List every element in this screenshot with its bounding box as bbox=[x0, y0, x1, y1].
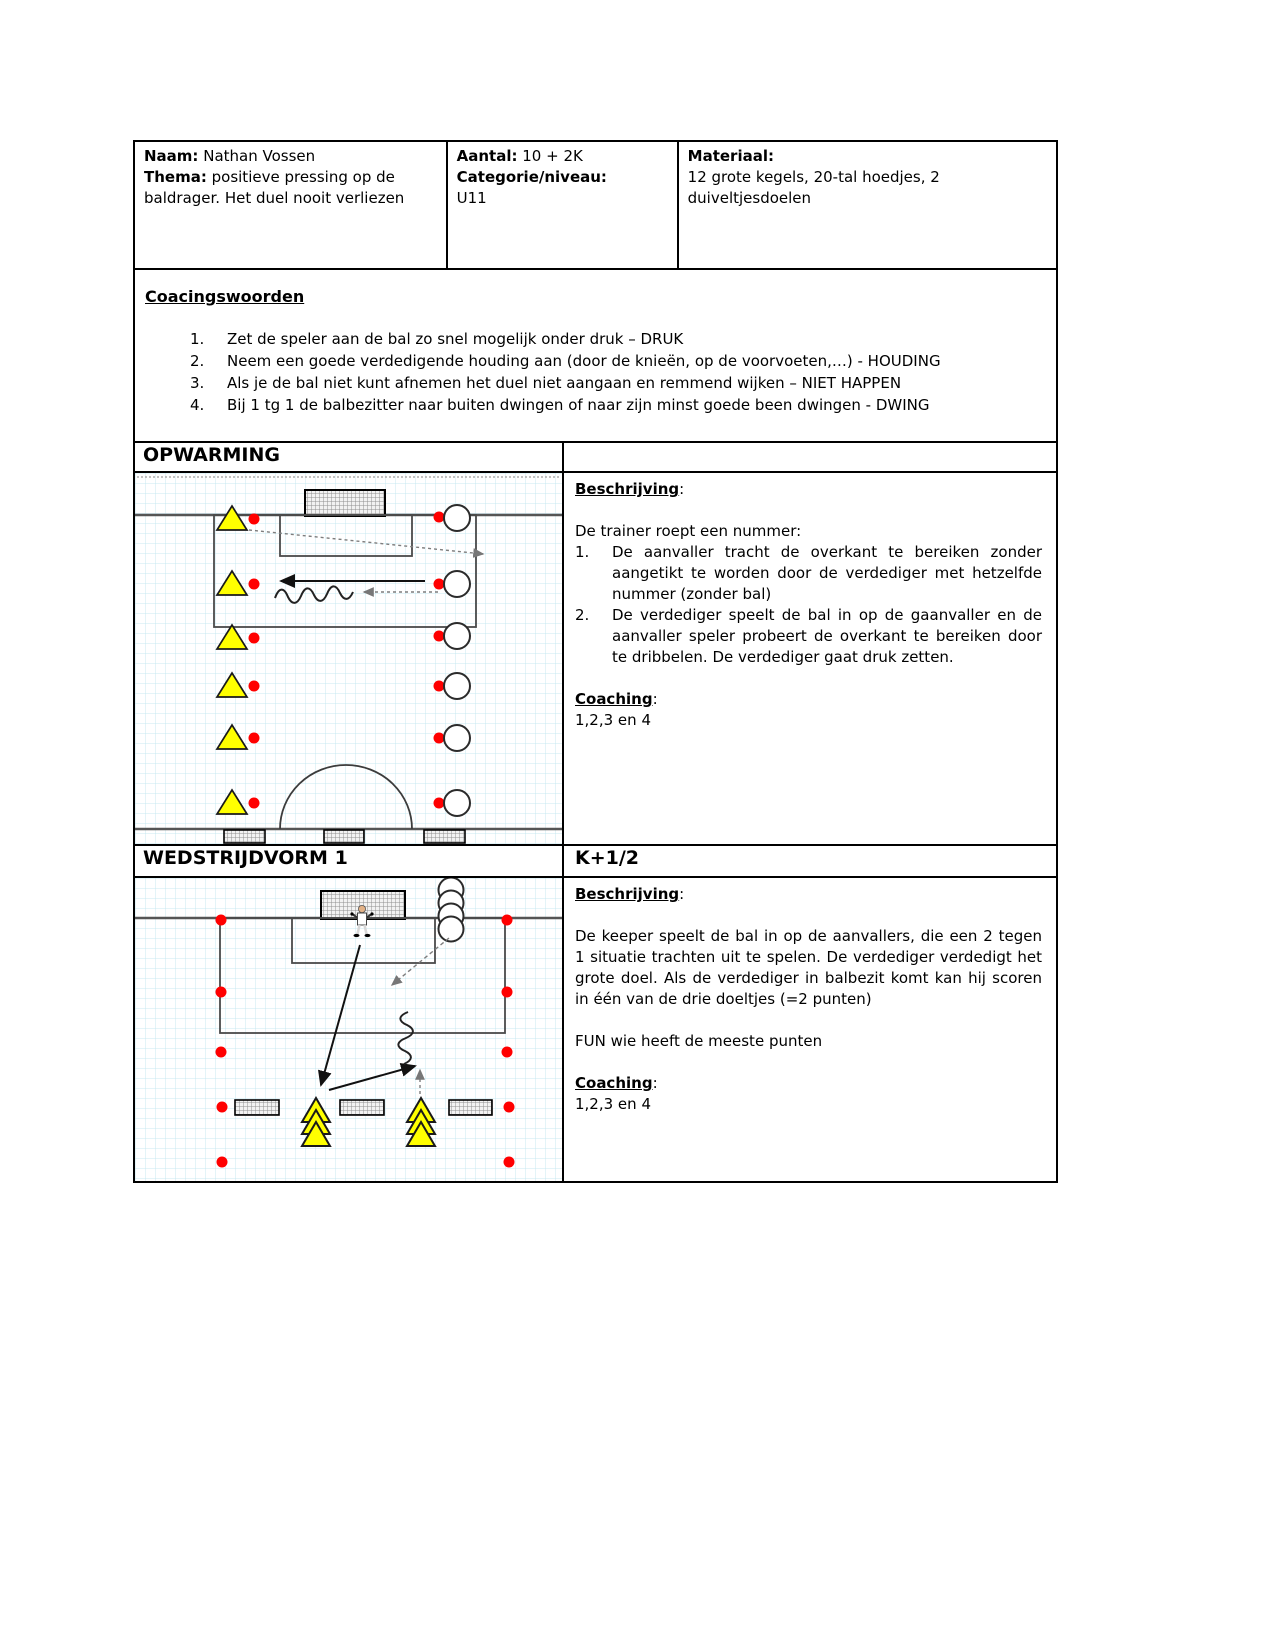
coachingwords-box bbox=[133, 268, 1058, 443]
coaching-heading: Coaching: bbox=[575, 1074, 658, 1092]
marker-dot bbox=[217, 1102, 228, 1113]
wedstrijdvorm-field-diagram bbox=[135, 878, 564, 1181]
list-item-text: Zet de speler aan de bal zo snel mogelijk onder druk – DRUK bbox=[227, 330, 684, 348]
opwarming-section bbox=[133, 441, 1058, 846]
marker-dot bbox=[249, 681, 260, 692]
marker-dot bbox=[434, 798, 445, 809]
info-cell-materiaal bbox=[677, 142, 1056, 268]
list-item-text: Bij 1 tg 1 de balbezitter naar buiten dwingen of naar zijn minst goede been dwingen - DWING bbox=[227, 396, 930, 414]
marker-dot bbox=[216, 915, 227, 926]
categorie-value: U11 bbox=[456, 189, 487, 207]
ball-circle bbox=[439, 917, 464, 942]
aantal-label: Aantal: bbox=[456, 147, 518, 165]
list-item-text: Als je de bal niet kunt afnemen het duel niet aangaan en remmend wijken – NIET HAPPEN bbox=[227, 374, 902, 392]
marker-dot bbox=[502, 915, 513, 926]
gate bbox=[449, 1100, 492, 1115]
opwarming-step bbox=[575, 605, 1042, 668]
graph-paper-grid bbox=[135, 878, 562, 1181]
marker-dot bbox=[434, 733, 445, 744]
graph-paper-grid bbox=[135, 473, 562, 844]
list-item bbox=[145, 350, 1046, 372]
step-number: 2. bbox=[575, 606, 590, 624]
player-circle bbox=[444, 571, 470, 597]
mini-goal bbox=[324, 830, 364, 843]
wedstrijdvorm-paragraph: De keeper speelt de bal in op de aanvallers, die een 2 tegen 1 situatie trachten uit te spelen. De verdediger verdedigt het grote doel. Als de verdediger in balbezit komt kan hij scoren in één van de drie doeltjes (=2 punten) bbox=[575, 927, 1042, 1008]
wedstrijdvorm-description-cell bbox=[564, 878, 1056, 1181]
categorie-label: Categorie/niveau: bbox=[456, 168, 607, 186]
aantal-value: 10 + 2K bbox=[522, 147, 583, 165]
ball-stack bbox=[439, 878, 464, 942]
step-text: De verdediger speelt de bal in op de gaanvaller en de aanvaller speler probeert de overkant te bereiken door te dribbelen. De verdediger gaat druk zetten. bbox=[612, 606, 1042, 666]
opwarming-header-right bbox=[564, 443, 1056, 471]
naam-label: Naam: bbox=[144, 147, 199, 165]
materiaal-value: 12 grote kegels, 20-tal hoedjes, 2 duiveltjesdoelen bbox=[687, 168, 940, 207]
opwarming-title: OPWARMING bbox=[135, 443, 564, 471]
wedstrijdvorm-section bbox=[133, 844, 1058, 1183]
list-item bbox=[145, 394, 1046, 416]
list-item-text: Neem een goede verdedigende houding aan (door de knieën, op de voorvoeten,…) - HOUDING bbox=[227, 352, 941, 370]
gate bbox=[340, 1100, 384, 1115]
coachingwords-title: Coacingswoorden bbox=[145, 287, 305, 306]
list-item-number: 1. bbox=[190, 330, 205, 348]
coaching-value: 1,2,3 en 4 bbox=[575, 711, 651, 729]
wedstrijdvorm-subtitle: K+1/2 bbox=[575, 847, 640, 869]
wedstrijdvorm-title: WEDSTRIJDVORM 1 bbox=[135, 846, 564, 876]
mini-goal bbox=[424, 830, 465, 843]
marker-dot bbox=[504, 1157, 515, 1168]
marker-dot bbox=[434, 631, 445, 642]
player-circle bbox=[444, 623, 470, 649]
marker-dot bbox=[249, 514, 260, 525]
list-item bbox=[145, 328, 1046, 350]
beschrijving-heading: Beschrijving: bbox=[575, 480, 685, 498]
step-number: 1. bbox=[575, 543, 590, 561]
marker-dot bbox=[249, 798, 260, 809]
marker-dot bbox=[249, 633, 260, 644]
info-cell-aantal bbox=[446, 142, 677, 268]
fun-line: FUN wie heeft de meeste punten bbox=[575, 1032, 823, 1050]
list-item-number: 4. bbox=[190, 396, 205, 414]
marker-dot bbox=[434, 512, 445, 523]
naam-value: Nathan Vossen bbox=[203, 147, 316, 165]
thema-value: positieve pressing op de baldrager. Het duel nooit verliezen bbox=[144, 168, 405, 207]
player-circle bbox=[444, 673, 470, 699]
list-item bbox=[145, 372, 1046, 394]
list-item-number: 3. bbox=[190, 374, 205, 392]
info-cell-naam-thema bbox=[135, 142, 446, 268]
marker-dot bbox=[434, 579, 445, 590]
opwarming-description-cell bbox=[564, 473, 1056, 844]
materiaal-label: Materiaal: bbox=[687, 147, 774, 165]
step-text: De aanvaller tracht de overkant te bereiken zonder aangetikt te worden door de verdediger met hetzelfde nummer (zonder bal) bbox=[612, 543, 1042, 603]
mini-goal bbox=[224, 830, 265, 843]
marker-dot bbox=[504, 1102, 515, 1113]
marker-dot bbox=[249, 579, 260, 590]
marker-dot bbox=[216, 1047, 227, 1058]
goal bbox=[305, 490, 385, 516]
marker-dot bbox=[249, 733, 260, 744]
player-circle bbox=[444, 725, 470, 751]
thema-label: Thema: bbox=[144, 168, 207, 186]
info-table bbox=[133, 140, 1058, 270]
beschrijving-heading: Beschrijving: bbox=[575, 885, 685, 903]
opwarming-intro: De trainer roept een nummer: bbox=[575, 522, 802, 540]
player-circle bbox=[444, 790, 470, 816]
marker-dot bbox=[216, 987, 227, 998]
gate bbox=[235, 1100, 279, 1115]
player-circle bbox=[444, 505, 470, 531]
marker-dot bbox=[434, 681, 445, 692]
coaching-heading: Coaching: bbox=[575, 690, 658, 708]
marker-dot bbox=[502, 1047, 513, 1058]
list-item-number: 2. bbox=[190, 352, 205, 370]
coaching-value: 1,2,3 en 4 bbox=[575, 1095, 651, 1113]
marker-dot bbox=[502, 987, 513, 998]
opwarming-field-diagram bbox=[135, 473, 564, 844]
opwarming-step bbox=[575, 542, 1042, 605]
marker-dot bbox=[217, 1157, 228, 1168]
coachingwords-list bbox=[145, 328, 1046, 416]
